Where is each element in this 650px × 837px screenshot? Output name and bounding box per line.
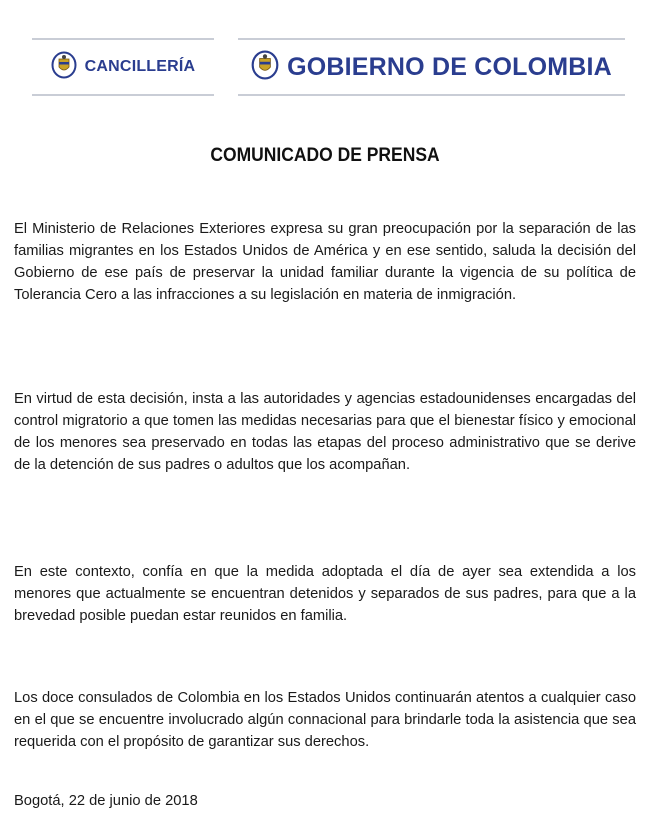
divider [238, 94, 625, 96]
paragraph-1: El Ministerio de Relaciones Exteriores expresa su gran preocupación por la separación de las familias migrantes en los Estados Unidos de América y en ese sentido, saluda la decisión del Gobierno de ese país de preservar la unidad familiar durante la vigencia de su política de Tolerancia Cero a las infracciones a su legislación en materia de inmigración. [14, 220, 636, 304]
gobierno-label: GOBIERNO DE COLOMBIA [287, 52, 612, 81]
colombia-coat-of-arms-icon [51, 51, 77, 84]
header [0, 38, 650, 100]
document-date: Bogotá, 22 de junio de 2018 [14, 793, 198, 809]
divider [238, 38, 625, 40]
paragraph-3: En este contexto, confía en que la medida adoptada el día de ayer sea extendida a los menores que actualmente se encuentran detenidos y separados de sus padres, para que a la brevedad posible puedan estar reunidos en familia. [14, 563, 636, 625]
paragraph-2: En virtud de esta decisión, insta a las autoridades y agencias estadounidenses encargadas del control migratorio a que tomen las medidas necesarias para que el bienestar físico y emocional de los menores sea preservado en todas las etapas del proceso administrativo que se derive de la detención de sus padres o adultos que los acompañan. [14, 390, 636, 474]
gobierno-logo [238, 38, 625, 96]
colombia-coat-of-arms-icon [251, 50, 279, 85]
paragraph-4: Los doce consulados de Colombia en los Estados Unidos continuarán atentos a cualquier caso en el que se encuentre involucrado algún connacional para brindarle toda la asistencia que sea requerida con el propósito de garantizar sus derechos. [14, 689, 636, 751]
divider [32, 94, 214, 96]
page-title: COMUNICADO DE PRENSA [210, 145, 440, 166]
divider [32, 38, 214, 40]
cancilleria-label: CANCILLERÍA [84, 58, 196, 75]
cancilleria-logo [32, 38, 214, 96]
